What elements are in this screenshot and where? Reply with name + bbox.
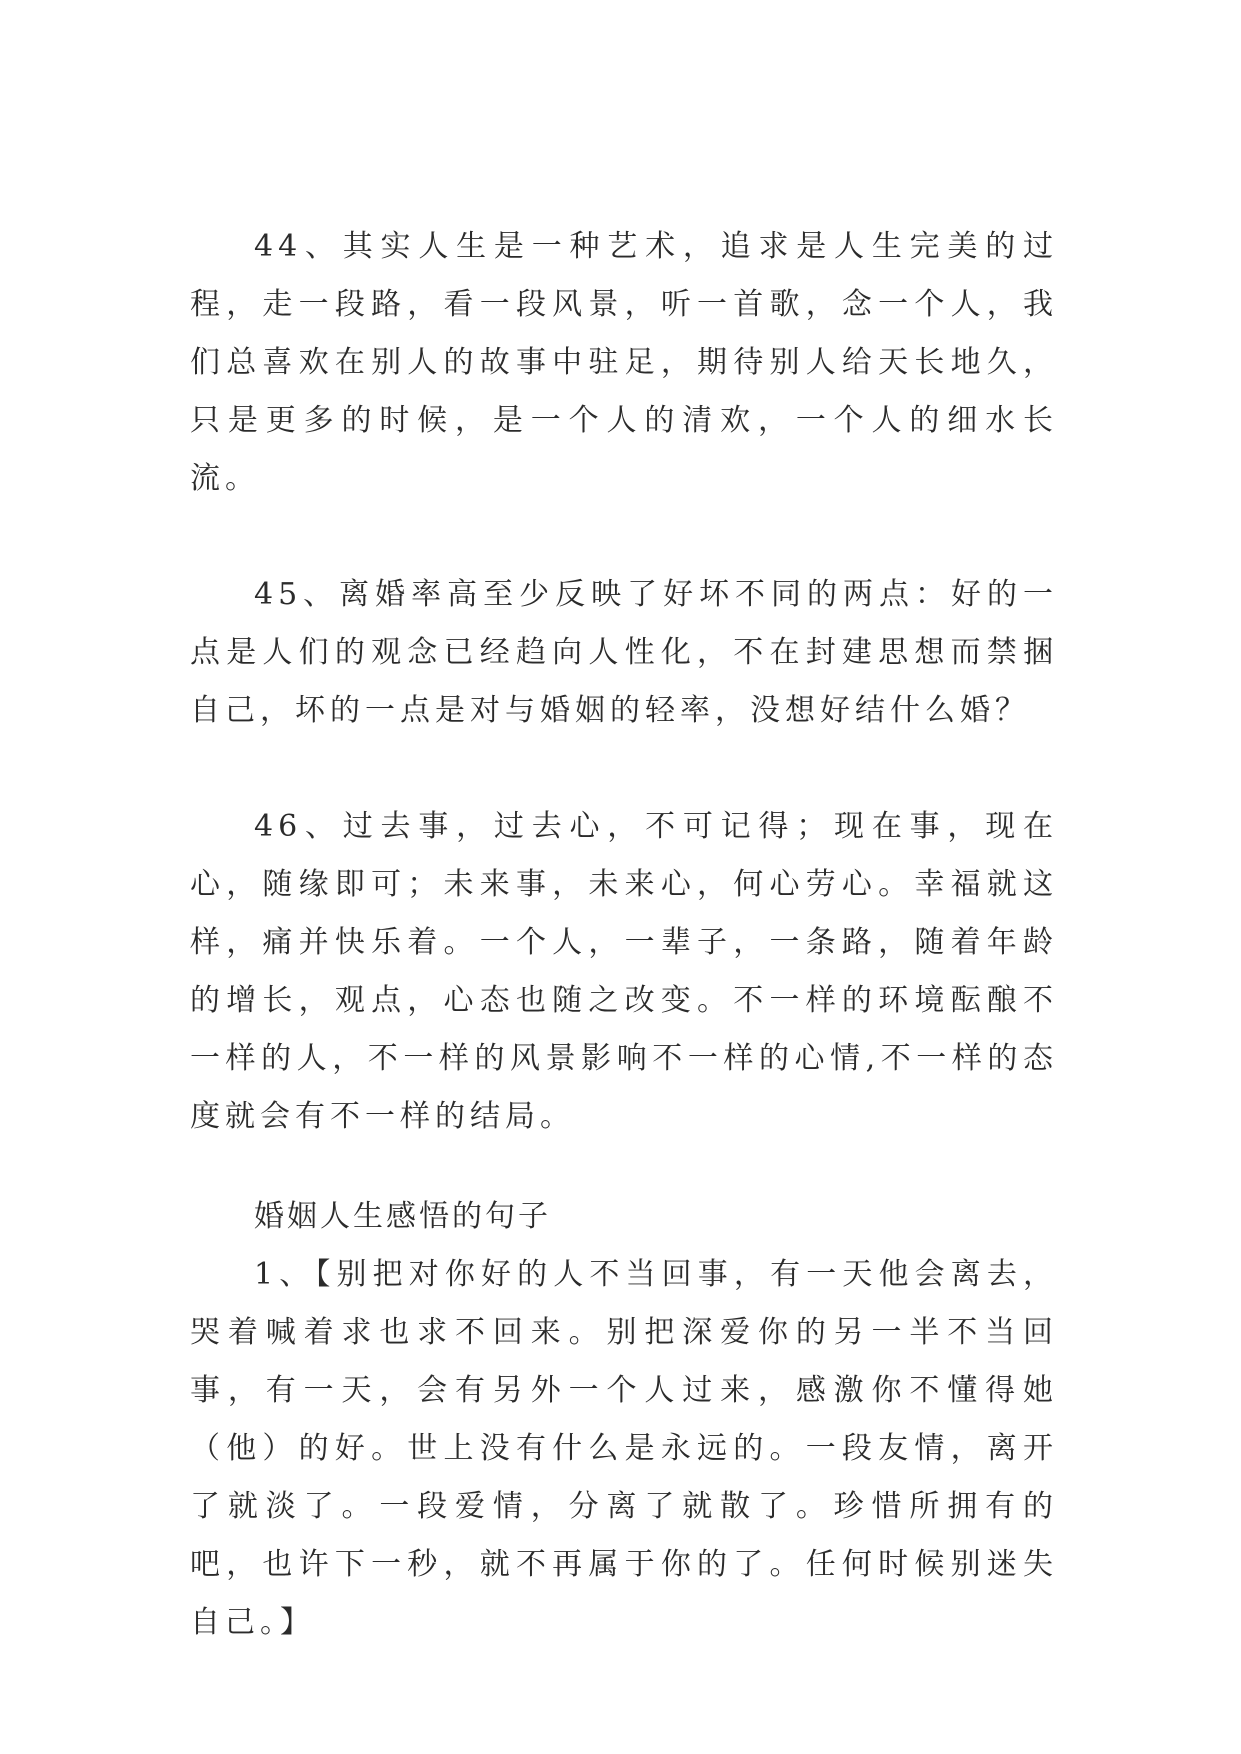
paragraph-spacer (190, 508, 1058, 566)
paragraph-spacer (190, 740, 1058, 798)
paragraph-45: 45、离婚率高至少反映了好坏不同的两点：好的一点是人们的观念已经趋向人性化，不在封建思想而禁捆自己，坏的一点是对与婚姻的轻率，没想好结什么婚？ (190, 577, 1058, 728)
paragraph-1: 1、【别把对你好的人不当回事，有一天他会离去，哭着喊着求也求不回来。别把深爱你的另一半不当回事，有一天，会有另外一个人过来，感激你不懂得她（他）的好。世上没有什么是永远的。一段友情，离开了就淡了。一段爱情，分离了就散了。珍惜所拥有的吧，也许下一秒，就不再属于你的了。任何时候别迷失自己。】 (190, 1257, 1058, 1640)
paragraph-46: 46、过去事，过去心，不可记得；现在事，现在心，随缘即可；未来事，未来心，何心劳心。幸福就这样，痛并快乐着。一个人，一辈子，一条路，随着年龄的增长，观点，心态也随之改变。不一样的环境酝酿不一样的人，不一样的风景影响不一样的心情,不一样的态度就会有不一样的结局。 (190, 809, 1058, 1134)
paragraph-44: 44、其实人生是一种艺术，追求是人生完美的过程，走一段路，看一段风景，听一首歌，念一个人，我们总喜欢在别人的故事中驻足，期待别人给天长地久，只是更多的时候，是一个人的清欢，一个人的细水长流。 (190, 229, 1058, 496)
paragraph-spacer (190, 1146, 1058, 1188)
section-heading: 婚姻人生感悟的句子 (254, 1199, 551, 1234)
document-body (190, 218, 1058, 1652)
